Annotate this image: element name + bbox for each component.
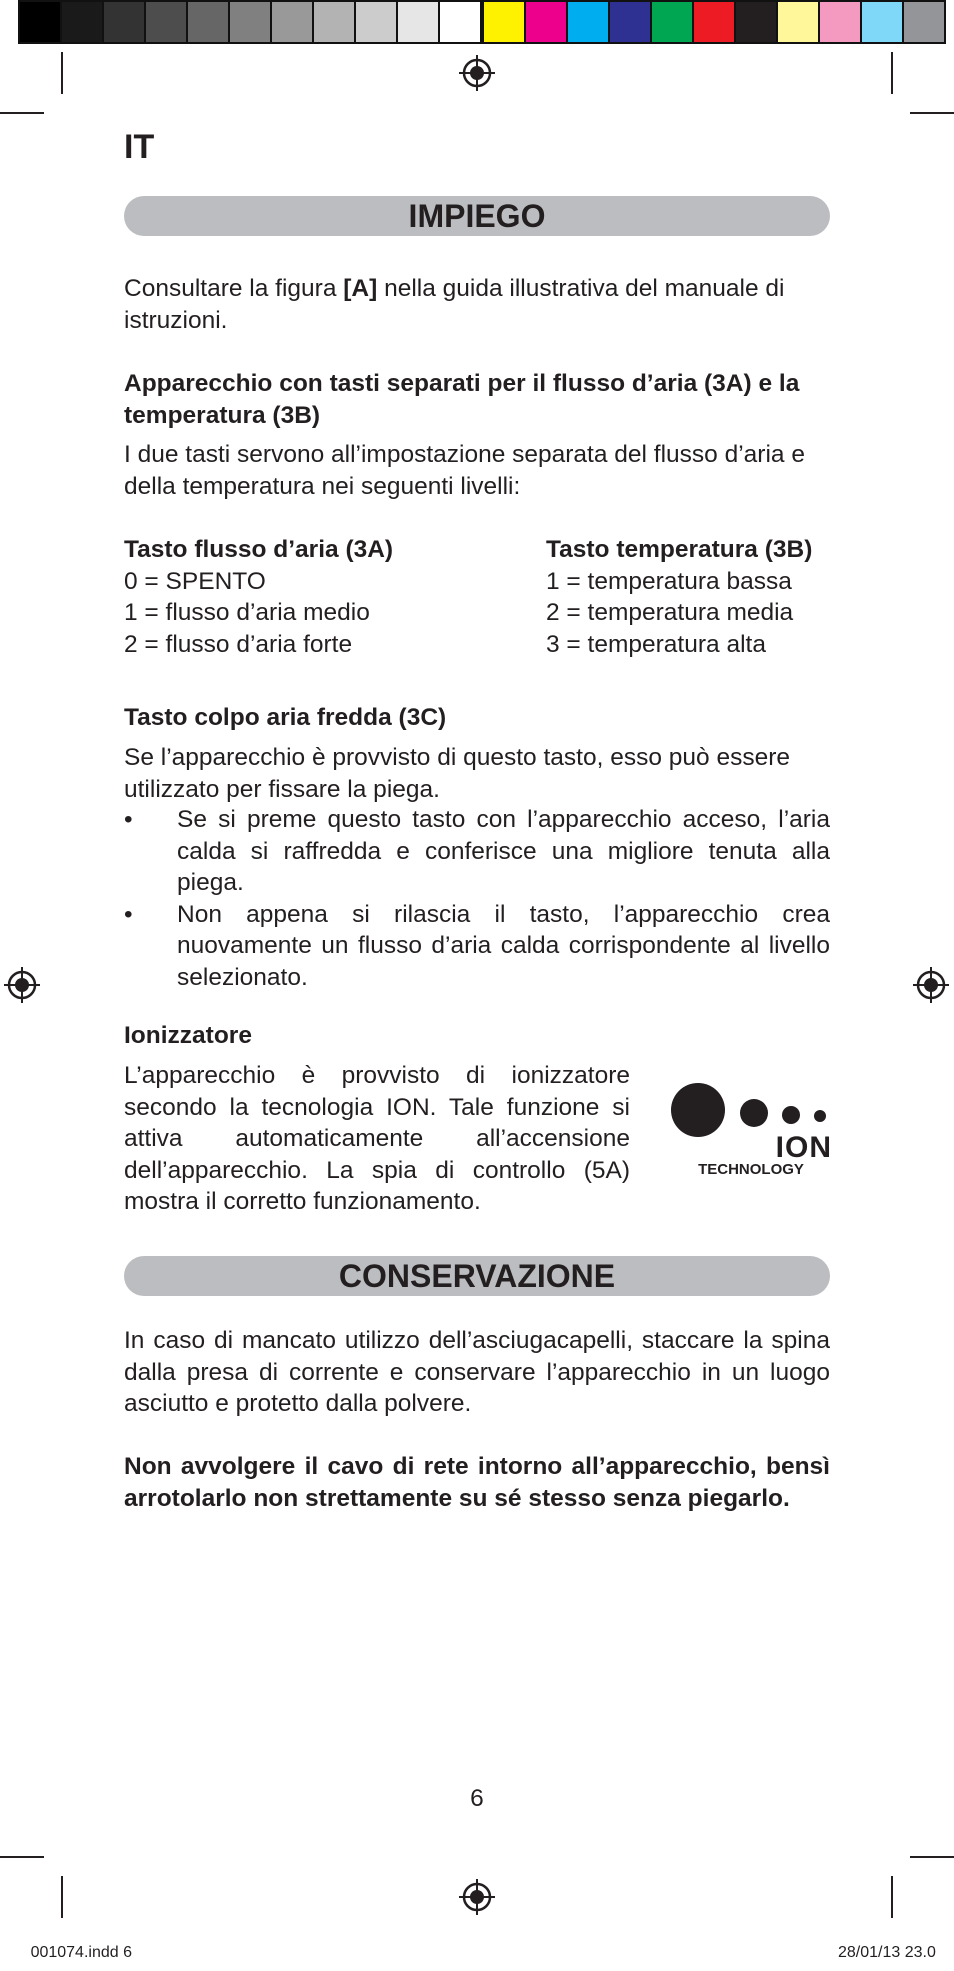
buttons-description: I due tasti servono all’impostazione separata del flusso d’aria e della temperatura nei seguenti livelli: — [124, 441, 805, 500]
cold-shot-bullets — [124, 804, 830, 993]
color-swatch — [610, 0, 652, 44]
ionizer-title: Ionizzatore — [124, 1022, 252, 1049]
section-heading-impiego: IMPIEGO — [124, 196, 830, 236]
color-swatch — [62, 0, 104, 44]
crop-mark — [891, 1876, 893, 1918]
bullet-text: Se si preme questo tasto con l’apparecchio acceso, l’aria calda si raffredda e conferisce una migliore tenuta alla piega. — [177, 806, 830, 896]
storage-text: In caso di mancato utilizzo dell’asciugacapelli, staccare la spina dalla presa di corrente e conservare l’apparecchio in un luogo asciutto e protetto dalla polvere. — [124, 1327, 830, 1417]
list-item — [124, 899, 830, 994]
intro-text: Consultare la figura — [124, 275, 344, 302]
temperature-level: 3 = temperatura alta — [546, 630, 766, 658]
temperature-level: 2 = temperatura media — [546, 599, 794, 626]
logo-dot-small — [782, 1106, 800, 1124]
logo-subtitle: TECHNOLOGY — [698, 1161, 804, 1176]
temperature-level: 1 = temperatura bassa — [546, 567, 792, 595]
bullet: • — [124, 806, 133, 833]
registration-mark-icon — [459, 55, 495, 91]
ionizer-text: L’apparecchio è provvisto di ionizzatore secondo la tecnologia ION. Tale funzione si attiva automaticamente all’accensione dell’apparecchio. La spia di controllo (5A) mostra il corretto funzionamento. — [124, 1062, 630, 1215]
color-swatch — [862, 0, 904, 44]
airflow-level: 2 = flusso d’aria forte — [124, 630, 353, 658]
intro-text-continued: nella guida illustrativa del manuale di istruzioni. — [124, 275, 785, 334]
airflow-title: Tasto flusso d’aria (3A) — [124, 536, 394, 563]
intro-paragraph — [124, 273, 830, 336]
cold-shot-title: Tasto colpo aria fredda (3C) — [124, 704, 447, 731]
color-swatch — [314, 0, 356, 44]
section-heading-conservazione: CONSERVAZIONE — [124, 1256, 830, 1296]
cable-warning: Non avvolgere il cavo di rete intorno all’apparecchio, bensì arrotolarlo non strettamente su sé stesso senza piegarlo. — [124, 1453, 830, 1512]
color-swatch — [146, 0, 188, 44]
crop-mark — [61, 52, 63, 94]
page-number: 6 — [470, 1785, 484, 1812]
registration-mark-icon — [4, 967, 40, 1003]
color-swatch — [482, 0, 526, 44]
temperature-levels — [546, 534, 812, 660]
color-swatch — [694, 0, 736, 44]
crop-mark — [910, 1856, 954, 1858]
logo-word: ION — [775, 1131, 832, 1164]
logo-dot-medium — [740, 1099, 768, 1127]
airflow-level: 0 = SPENTO — [124, 567, 266, 595]
color-swatch — [104, 0, 146, 44]
color-swatch — [526, 0, 568, 44]
color-swatch — [778, 0, 820, 44]
airflow-level: 1 = flusso d’aria medio — [124, 599, 370, 626]
color-swatch — [440, 0, 482, 44]
crop-mark — [891, 52, 893, 94]
slug-file-name: 001074.indd 6 — [30, 1944, 132, 1961]
bullet: • — [124, 900, 133, 928]
bullet-text: Non appena si rilascia il tasto, l’apparecchio crea nuovamente un flusso d’aria calda corrispondente al livello selezionato. — [177, 900, 830, 991]
crop-mark — [910, 112, 954, 114]
airflow-levels — [124, 534, 393, 660]
logo-dot-tiny — [814, 1110, 826, 1122]
color-swatch — [188, 0, 230, 44]
ion-technology-logo — [670, 1080, 832, 1176]
subheading-separate-buttons: Apparecchio con tasti separati per il flusso d’aria (3A) e la temperatura (3B) — [124, 370, 800, 429]
language-code: IT — [124, 128, 155, 166]
crop-mark — [61, 1876, 63, 1918]
color-swatch — [398, 0, 440, 44]
color-swatch — [272, 0, 314, 44]
color-swatch — [904, 0, 946, 44]
figure-reference: [A] — [343, 275, 378, 302]
slug-date-time: 28/01/13 23.0 — [838, 1944, 936, 1961]
list-item — [124, 804, 830, 899]
registration-mark-icon — [459, 1879, 495, 1915]
temperature-title: Tasto temperatura (3B) — [546, 536, 813, 563]
color-swatch — [568, 0, 610, 44]
registration-mark-icon — [913, 967, 949, 1003]
color-swatch — [18, 0, 62, 44]
color-swatch — [356, 0, 398, 44]
color-swatch — [736, 0, 778, 44]
process-color-bar — [482, 0, 946, 44]
color-swatch — [652, 0, 694, 44]
cold-shot-text: Se l’apparecchio è provvisto di questo tasto, esso può essere utilizzato per fissare la piega. — [124, 744, 790, 803]
crop-mark — [0, 1856, 44, 1858]
crop-mark — [0, 112, 44, 114]
color-swatch — [230, 0, 272, 44]
gray-color-bar — [18, 0, 482, 44]
color-swatch — [820, 0, 862, 44]
logo-dot-large — [671, 1083, 725, 1137]
